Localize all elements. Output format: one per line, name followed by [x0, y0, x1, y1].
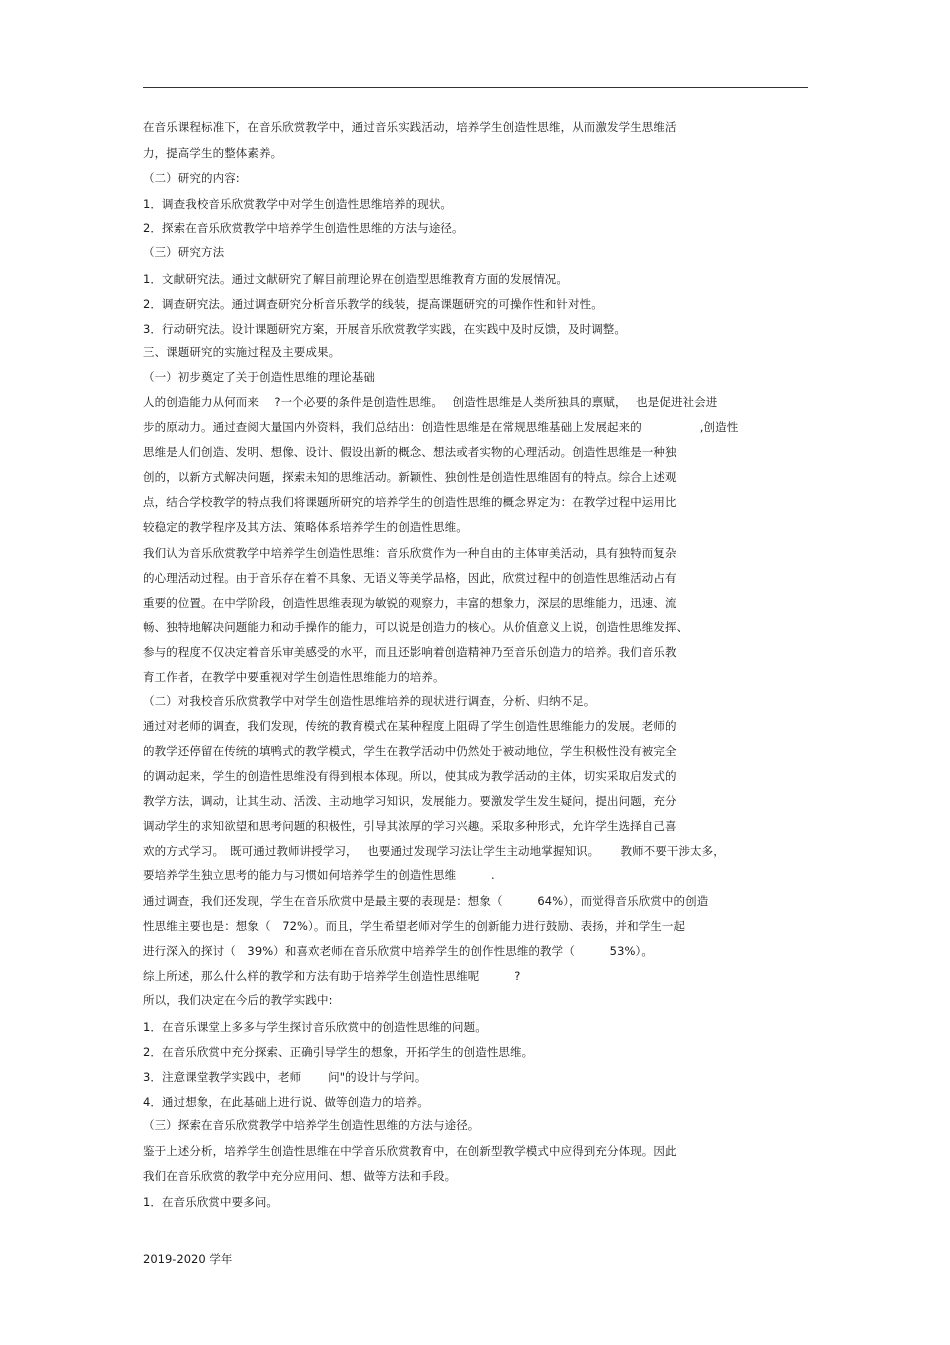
paragraph-line: 步的原动力。通过查阅大量国内外资料，我们总结出：创造性思维是在常规思维基础上发展起来的 ,创造性 [143, 420, 739, 434]
paragraph-line: 所以，我们决定在今后的教学实践中: [143, 993, 333, 1007]
paragraph-line: 在音乐课程标准下，在音乐欣赏教学中，通过音乐实践活动，培养学生创造性思维，从而激发学生思维活 [143, 120, 677, 134]
list-item: 1．调查我校音乐欣赏教学中对学生创造性思维培养的现状。 [143, 197, 453, 211]
paragraph-line: 性思维主要也是：想象（ 72%）。而且，学生希望老师对学生的创新能力进行鼓励、表扬，并和学生一起 [143, 919, 686, 933]
paragraph-line: 调动学生的求知欲望和思考问题的积极性，引导其浓厚的学习兴趣。采取多种形式，允许学生选择自己喜 [143, 819, 677, 833]
section-heading: （三）研究方法 [143, 245, 225, 259]
list-item: 2．在音乐欣赏中充分探索、正确引导学生的想象，开拓学生的创造性思维。 [143, 1045, 534, 1059]
paragraph-line: 思维是人们创造、发明、想像、设计、假设出新的概念、想法或者实物的心理活动。创造性思维是一种独 [143, 445, 677, 459]
paragraph-line: 力，提高学生的整体素养。 [143, 146, 283, 160]
list-item: 1．文献研究法。通过文献研究了解目前理论界在创造型思维教育方面的发展情况。 [143, 272, 569, 286]
paragraph-line: 进行深入的探讨（ 39%）和喜欢老师在音乐欣赏中培养学生的创作性思维的教学（ 53%）。 [143, 944, 653, 958]
paragraph-line: 较稳定的教学程序及其方法、策略体系培养学生的创造性思维。 [143, 520, 468, 534]
paragraph-line: 教学方法，调动，让其生动、活泼、主动地学习知识，发展能力。要激发学生发生疑问，提出问题，充分 [143, 794, 677, 808]
page-footer: 2019-2020 学年 [143, 1252, 233, 1266]
paragraph-line: 参与的程度不仅决定着音乐审美感受的水平，而且还影响着创造精神乃至音乐创造力的培养。我们音乐教 [143, 645, 677, 659]
paragraph-line: 通过调查，我们还发现，学生在音乐欣赏中是最主要的表现是：想象（ 64%），而觉得音乐欣赏中的创造 [143, 894, 709, 908]
paragraph-line: 的心理活动过程。由于音乐存在着不具象、无语义等美学品格，因此，欣赏过程中的创造性思维活动占有 [143, 571, 677, 585]
paragraph-line: 畅、独特地解决问题能力和动手操作的能力，可以说是创造力的核心。从价值意义上说，创造性思维发挥、 [143, 620, 689, 634]
list-item: 3．行动研究法。设计课题研究方案，开展音乐欣赏教学实践，在实践中及时反馈，及时调整。 [143, 322, 627, 336]
section-heading: （一）初步奠定了关于创造性思维的理论基础 [143, 370, 375, 384]
paragraph-line: 要培养学生独立思考的能力与习惯如何培养学生的创造性思维 . [143, 868, 495, 882]
section-heading: （三）探索在音乐欣赏教学中培养学生创造性思维的方法与途径。 [143, 1118, 480, 1132]
list-item: 3．注意课堂教学实践中，老师 问"的设计与学问。 [143, 1070, 427, 1084]
paragraph-line: 欢的方式学习。 既可通过教师讲授学习， 也要通过发现学习法让学生主动地掌握知识。 教师不要干涉太多， [143, 844, 725, 858]
paragraph-line: 的教学还停留在传统的填鸭式的教学模式，学生在教学活动中仍然处于被动地位，学生积极性没有被完全 [143, 744, 677, 758]
section-heading: （二）研究的内容: [143, 171, 240, 185]
paragraph-line: 的调动起来，学生的创造性思维没有得到根本体现。所以，使其成为教学活动的主体，切实采取启发式的 [143, 769, 677, 783]
list-item: 2．探索在音乐欣赏教学中培养学生创造性思维的方法与途径。 [143, 221, 464, 235]
section-heading: （二）对我校音乐欣赏教学中对学生创造性思维培养的现状进行调查，分析、归纳不足。 [143, 694, 596, 708]
header-rule [143, 87, 808, 88]
paragraph-line: 综上所述，那么什么样的教学和方法有助于培养学生创造性思维呢 ? [143, 969, 521, 983]
list-item: 4．通过想象，在此基础上进行说、做等创造力的培养。 [143, 1095, 429, 1109]
paragraph-line: 通过对老师的调查，我们发现，传统的教育模式在某种程度上阻碍了学生创造性思维能力的发展。老师的 [143, 719, 677, 733]
paragraph-line: 我们在音乐欣赏的教学中充分应用问、想、做等方法和手段。 [143, 1169, 457, 1183]
paragraph-line: 我们认为音乐欣赏教学中培养学生创造性思维：音乐欣赏作为一种自由的主体审美活动，具有独特而复杂 [143, 546, 677, 560]
paragraph-line: 重要的位置。在中学阶段，创造性思维表现为敏锐的观察力，丰富的想象力，深层的思维能力，迅速、流 [143, 596, 677, 610]
paragraph-line: 点，结合学校教学的特点我们将课题所研究的培养学生的创造性思维的概念界定为：在教学过程中运用比 [143, 495, 677, 509]
paragraph-line: 创的，以新方式解决问题，探索未知的思维活动。新颖性、独创性是创造性思维固有的特点。综合上述观 [143, 470, 677, 484]
list-item: 1．在音乐课堂上多多与学生探讨音乐欣赏中的创造性思维的问题。 [143, 1020, 487, 1034]
list-item: 2．调查研究法。通过调查研究分析音乐教学的线装，提高课题研究的可操作性和针对性。 [143, 297, 603, 311]
paragraph-line: 育工作者，在教学中要重视对学生创造性思维能力的培养。 [143, 670, 445, 684]
paragraph-line: 鉴于上述分析，培养学生创造性思维在中学音乐欣赏教育中，在创新型教学模式中应得到充分体现。因此 [143, 1144, 677, 1158]
paragraph-line: 人的创造能力从何而来 ?一个必要的条件是创造性思维。 创造性思维是人类所独具的禀赋， 也是促进社会进 [143, 395, 718, 409]
list-item: 1．在音乐欣赏中要多问。 [143, 1195, 279, 1209]
section-heading: 三、课题研究的实施过程及主要成果。 [143, 345, 341, 359]
